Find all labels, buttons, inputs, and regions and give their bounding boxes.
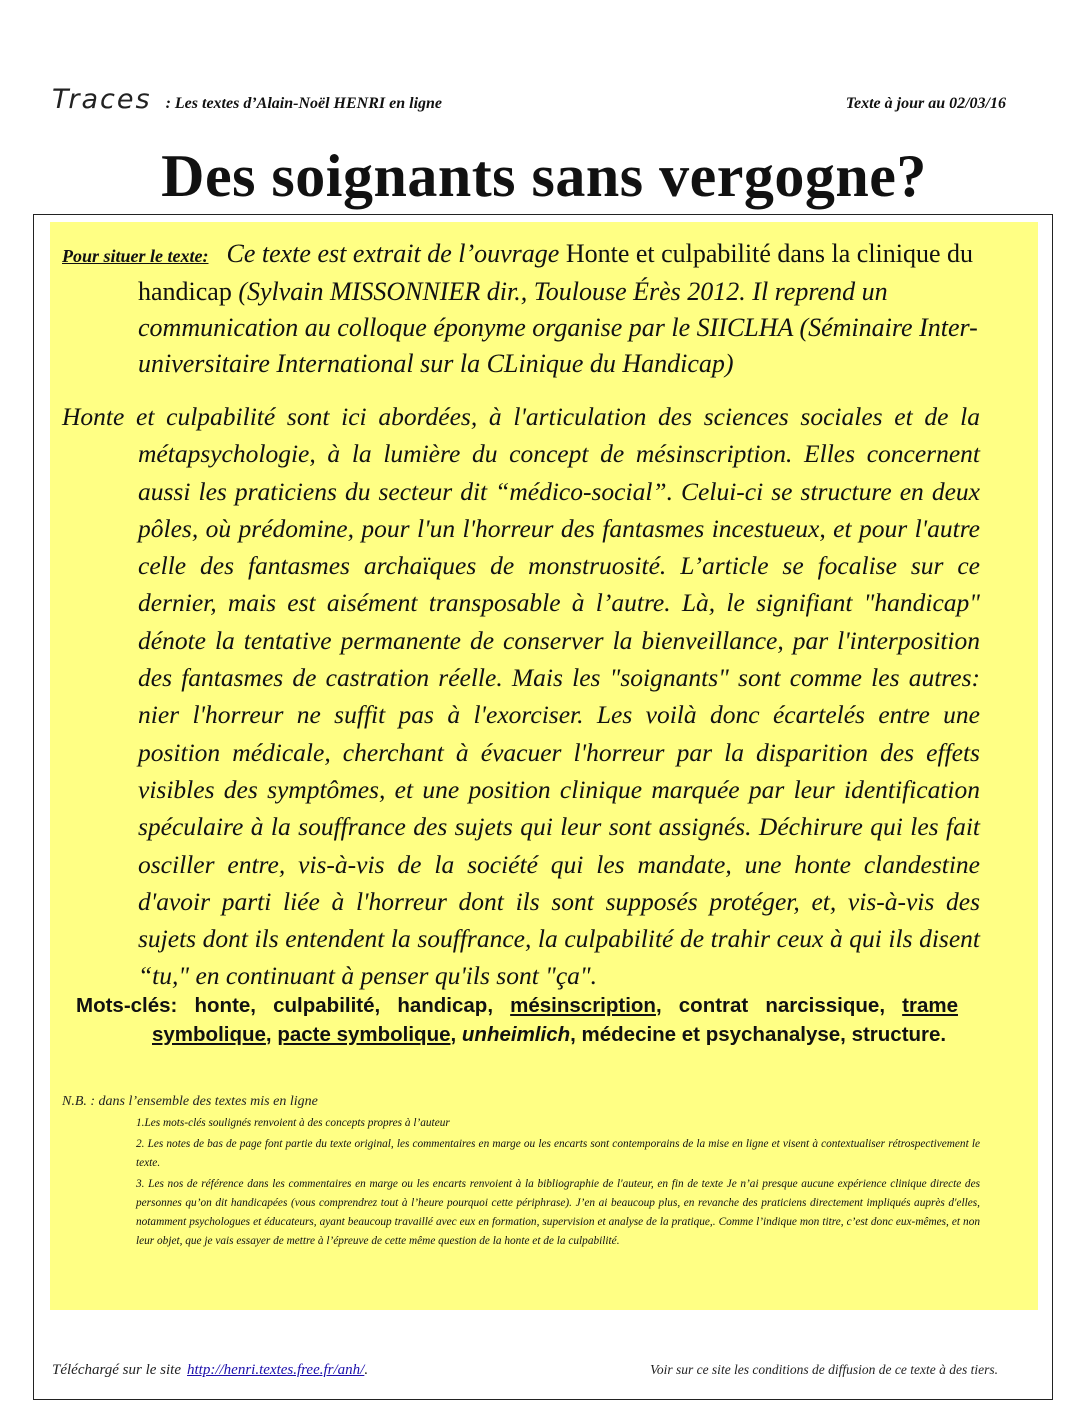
context-label: Pour situer le texte: bbox=[62, 246, 209, 266]
page-footer bbox=[52, 1362, 1012, 1386]
book-title: Honte et culpabilité dans la clinique du handicap bbox=[138, 239, 974, 306]
site-link[interactable]: http://henri.textes.free.fr/anh/ bbox=[187, 1362, 365, 1378]
keyword-text: , bbox=[450, 1022, 457, 1046]
nb-item: 3. Les nos de référence dans les commentaires en marge ou les encarts renvoient à la bibliographie de l'auteur, en fin de texte Je n’ai presque aucune expérience clinique directe des personnes qu’on dit handicapées (vous comprendrez tout à l’heure pourquoi cette périphrase). J’en ai beaucoup plus, en revanche des praticiens directement impliqués auprès d'elles, notamment psychologues et éducateurs, ayant beaucoup travaillé avec eux en formation, supervision et analyse de la pratique,. Comme l’indique mon titre, c’est donc eux-mêmes, et non leur objet, que je vais essayer de mettre à l’épreuve de cette même question de la honte et de la culpabilité. bbox=[136, 1178, 980, 1247]
keywords bbox=[76, 992, 958, 1049]
nb-item: 2. Les notes de bas de page font partie du texte original, les commentaires en marge ou les encarts sont contemporains de la mise en ligne et visent à contextualiser rétrospectivement le texte. bbox=[136, 1138, 980, 1169]
traces-logo: Traces bbox=[52, 84, 152, 115]
keyword-text: , bbox=[265, 1022, 272, 1046]
keyword-text: , contrat narcissique, bbox=[655, 994, 886, 1017]
nb-label: N.B. : dans l’ensemble des textes mis en ligne bbox=[62, 1094, 318, 1109]
keyword-text: honte, culpabilité, handicap, bbox=[194, 994, 494, 1017]
footer-terms: Voir sur ce site les conditions de diffusion de ce texte à des tiers. bbox=[650, 1362, 998, 1377]
header-subtitle: : Les textes d’Alain-Noël HENRI en ligne bbox=[165, 95, 443, 112]
nb-list bbox=[136, 1114, 980, 1253]
keyword-concept: mésinscription bbox=[510, 994, 656, 1017]
page-title: Des soignants sans vergogne? bbox=[161, 143, 927, 209]
keyword-text: unheimlich bbox=[461, 1022, 571, 1046]
context-rest: (Sylvain MISSONNIER dir., Toulouse Érès 2012. Il reprend un communication au colloque éponyme organise par le SIICLHA (Séminaire Inter-universitaire International sur la CLinique du Handicap) bbox=[138, 277, 978, 378]
keyword-text: , médecine et psychanalyse, structure. bbox=[570, 1022, 947, 1046]
context-paragraph bbox=[62, 236, 980, 382]
abstract-text: Honte et culpabilité sont ici abordées, à l'articulation des sciences sociales et de la métapsychologie, à la lumière du concept de mésinscription. Elles concernent aussi les praticiens du secteur dit “médico-social”. Celui-ci se structure en deux pôles, où prédomine, pour l'un l'horreur des fantasmes incestueux, et pour l'autre celle des fantasmes archaïques de monstruosité. L’article se focalise sur ce dernier, mais est aisément transposable à l’autre. Là, le signifiant "handicap" dénote la tentative permanente de conserver la bienveillance, par l'interposition des fantasmes de castration réelle. Mais les "soignants" sont comme les autres: nier l'horreur ne suffit pas à l'exorciser. Les voilà donc écartelés entre une position médicale, cherchant à évacuer l'horreur par la disparition des effets visibles des symptômes, et une position clinique marquée par leur identification spéculaire à la souffrance des sujets qui leur sont assignés. Déchirure qui les fait osciller entre, vis-à-vis de la société qui les mandate, une honte clandestine d'avoir parti liée à l'horreur dont ils sont supposés protéger, et, vis-à-vis des sujets dont ils entendent la souffrance, la culpabilité de trahir ceux à qui ils disent “tu," en continuant à penser qu'ils sont "ça". bbox=[62, 402, 980, 991]
keyword-concept: trame symbolique bbox=[152, 994, 958, 1046]
page-header bbox=[52, 84, 1012, 124]
footer-suffix: . bbox=[364, 1362, 369, 1378]
nb-item: 1.Les mots-clés soulignés renvoient à des concepts propres à l’auteur bbox=[136, 1117, 450, 1129]
footer-prefix: Téléchargé sur le site bbox=[52, 1362, 182, 1378]
keywords-label: Mots-clés: bbox=[76, 994, 178, 1017]
keyword-concept: pacte symbolique bbox=[277, 1022, 451, 1046]
context-intro: Ce texte est extrait de l’ouvrage bbox=[226, 239, 560, 268]
header-date: Texte à jour au 02/03/16 bbox=[845, 95, 1006, 112]
